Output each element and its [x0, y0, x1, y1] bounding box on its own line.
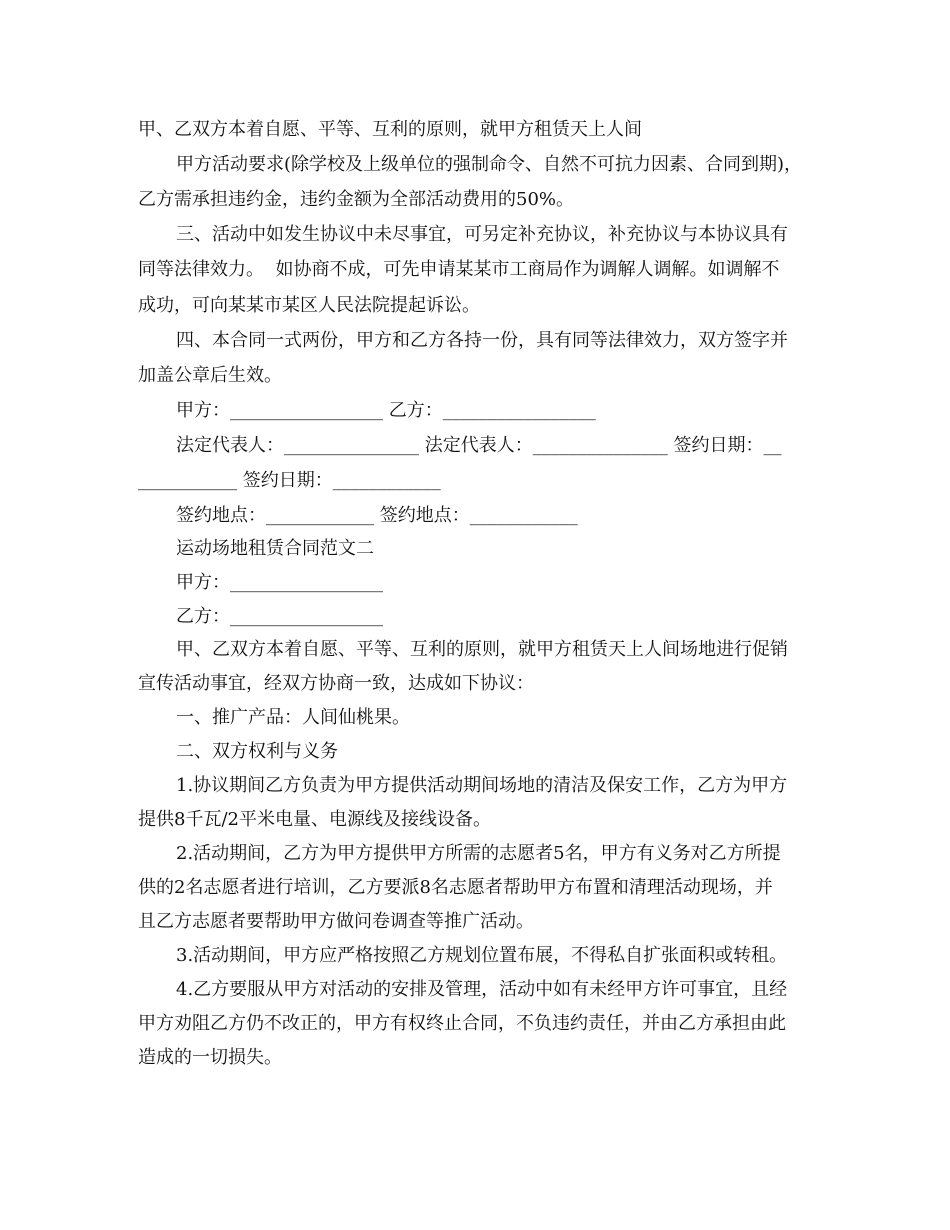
text-line: 甲、乙双方本着自愿、平等、互利的原则，就甲方租赁天上人间场地进行促销 — [176, 639, 788, 660]
text-line: 三、活动中如发生协议中未尽事宜，可另定补充协议，补充协议与本协议具有 — [176, 224, 788, 245]
party-line: 乙方：_________________ — [176, 606, 383, 627]
section-title: 运动场地租赁合同范文二 — [176, 538, 374, 559]
text-line: 1.协议期间乙方负责为甲方提供活动期间场地的清洁及保安工作，乙方为甲方 — [176, 775, 788, 796]
text-line: 加盖公章后生效。 — [138, 365, 282, 386]
text-line: 宣传活动事宜，经双方协商一致，达成如下协议： — [138, 673, 534, 694]
text-line: 甲、乙双方本着自愿、平等、互利的原则，就甲方租赁天上人间 — [138, 119, 642, 140]
text-line: 供的2名志愿者进行培训，乙方要派8名志愿者帮助甲方布置和清理活动现场，并 — [138, 877, 773, 898]
text-line: 同等法律效力。 如协商不成，可先申请某某市工商局作为调解人调解。如调解不 — [138, 259, 780, 280]
text-line: 3.活动期间，甲方应严格按照乙方规划位置布展，不得私自扩张面积或转租。 — [176, 945, 788, 966]
text-line: 乙方需承担违约金，违约金额为全部活动费用的50%。 — [138, 189, 575, 210]
text-line: 甲方劝阻乙方仍不改正的，甲方有权终止合同，不负违约责任，并由乙方承担由此 — [138, 1013, 786, 1034]
signature-line: ___________ 签约日期：____________ — [138, 470, 441, 491]
text-line: 四、本合同一式两份，甲方和乙方各持一份，具有同等法律效力，双方签字并 — [176, 330, 788, 351]
text-line: 甲方活动要求(除学校及上级单位的强制命令、自然不可抗力因素、合同到期)， — [176, 154, 803, 175]
text-line: 二、双方权利与义务 — [176, 741, 338, 762]
text-line: 成功，可向某某市某区人民法院提起诉讼。 — [138, 295, 480, 316]
signature-line: 签约地点：____________ 签约地点：____________ — [176, 505, 578, 526]
text-line: 一、推广产品：人间仙桃果。 — [176, 707, 410, 728]
text-line: 提供8千瓦/2平米电量、电源线及接线设备。 — [138, 809, 491, 830]
text-line: 2.活动期间，乙方为甲方提供甲方所需的志愿者5名，甲方有义务对乙方所提 — [176, 843, 781, 864]
text-line: 造成的一切损失。 — [138, 1047, 282, 1068]
text-line: 且乙方志愿者要帮助甲方做问卷调查等推广活动。 — [138, 911, 534, 932]
signature-line: 甲方：_________________ 乙方：_________________ — [176, 400, 596, 421]
text-line: 4.乙方要服从甲方对活动的安排及管理，活动中如有未经甲方许可事宜，且经 — [176, 979, 788, 1000]
signature-line: 法定代表人：_______________ 法定代表人：_______________ 签约日期：__ — [176, 435, 782, 456]
party-line: 甲方：_________________ — [176, 572, 383, 593]
